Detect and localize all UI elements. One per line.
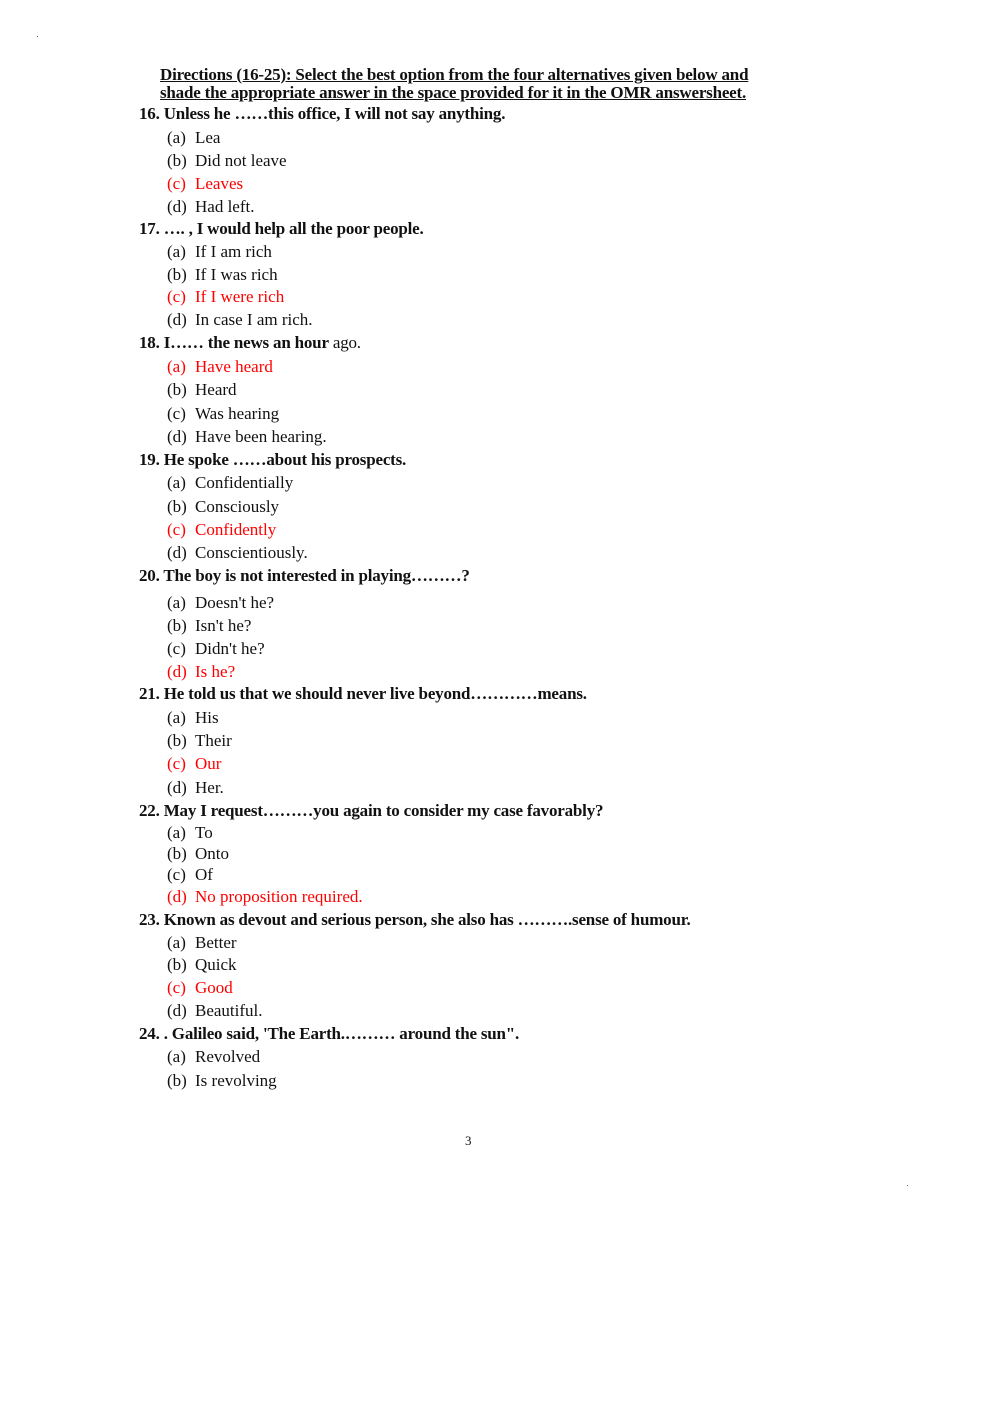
option-text: Beautiful. [195,1001,263,1020]
option [167,128,220,148]
option-text: Onto [195,844,229,863]
option-label: (b) [167,844,187,863]
question-text: He spoke ……about his prospects. [159,450,407,469]
option-label: (b) [167,497,187,516]
option [167,955,237,975]
option-label: (a) [167,1047,186,1066]
option-correct [167,887,363,907]
option-correct [167,978,233,998]
option-text: If I was rich [195,265,278,284]
question-stem [139,801,603,821]
option-label: (c) [167,865,186,884]
option-text: Is revolving [195,1071,277,1090]
question-stem [139,566,470,586]
option [167,708,219,728]
option-text: Conscientiously. [195,543,308,562]
option [167,242,272,262]
option-correct [167,287,284,307]
option-text: His [195,708,219,727]
option-label: (b) [167,616,187,635]
question-stem [139,450,406,470]
option-text: Have heard [195,357,273,376]
option-correct [167,174,243,194]
option [167,265,278,285]
option-text: Consciously [195,497,280,516]
option-correct [167,357,273,377]
option-text: Revolved [195,1047,261,1066]
option [167,823,213,843]
question-number: 23. [139,910,160,929]
option-label: (a) [167,473,186,492]
option [167,1001,263,1021]
option-label: (d) [167,662,187,681]
question-stem [139,104,505,124]
option-label: (b) [167,955,187,974]
question-text: May I request………you again to consider my case favorably? [159,801,604,820]
option-text: Didn't he? [195,639,265,658]
option-text: Of [195,865,213,884]
option [167,197,254,217]
option [167,933,237,953]
option-label: (c) [167,978,186,997]
option-text: Her. [195,778,224,797]
option-text: Have been hearing. [195,427,327,446]
option-text: Quick [195,955,237,974]
option-label: (c) [167,754,186,773]
option [167,844,229,864]
option-text: Lea [195,128,221,147]
question-number: 18. [139,333,160,352]
option [167,404,279,424]
option-text: No proposition required. [195,887,363,906]
question-number: 24. [139,1024,160,1043]
option [167,865,213,885]
question-text: Known as devout and serious person, she also has ……….sense of humour. [159,910,691,929]
option [167,310,313,330]
option-text: Leaves [195,174,244,193]
option-text: Better [195,933,237,952]
option-correct [167,754,221,774]
question-number: 19. [139,450,160,469]
option-text: Confidentially [195,473,294,492]
question-text: The boy is not interested in playing………? [159,566,470,585]
option-label: (a) [167,128,186,147]
option [167,639,265,659]
option [167,380,237,400]
option-label: (c) [167,639,186,658]
question-number: 17. [139,219,160,238]
directions-line-2: shade the appropriate answer in the space provided for it in the OMR answersheet. [160,83,747,102]
option-text: Their [195,731,232,750]
option-label: (a) [167,242,186,261]
question-number: 16. [139,104,160,123]
option [167,497,279,517]
page-number: 3 [465,1133,472,1148]
option-label: (c) [167,287,186,306]
option-label: (d) [167,543,187,562]
question-text: I…… the news an hour [159,333,329,352]
option [167,1071,277,1091]
option-label: (c) [167,404,186,423]
option [167,1047,260,1067]
option-text: Confidently [195,520,277,539]
option-text: If I were rich [195,287,285,306]
question-text: Unless he ……this office, I will not say anything. [159,104,506,123]
question-number: 22. [139,801,160,820]
option-correct [167,662,235,682]
option-label: (a) [167,708,186,727]
option-label: (a) [167,593,186,612]
option-label: (d) [167,427,187,446]
option-text: Doesn't he? [195,593,275,612]
option-label: (c) [167,174,186,193]
question-stem [139,684,587,704]
option [167,151,287,171]
option-text: Isn't he? [195,616,252,635]
option-text: Was hearing [195,404,280,423]
question-stem [139,333,361,353]
question-number: 20. [139,566,160,585]
option-text: Is he? [195,662,236,681]
option-label: (b) [167,731,187,750]
option-label: (b) [167,1071,187,1090]
option-label: (c) [167,520,186,539]
option-text: To [195,823,213,842]
option-text: Our [195,754,222,773]
option-text: Had left. [195,197,255,216]
question-number: 21. [139,684,160,703]
question-text: …. , I would help all the poor people. [159,219,424,238]
option-label: (a) [167,357,186,376]
option-text: Good [195,978,233,997]
option-label: (a) [167,933,186,952]
question-text: He told us that we should never live beyond…………means. [159,684,587,703]
question-stem [139,910,691,930]
option-label: (d) [167,310,187,329]
option-label: (d) [167,778,187,797]
option-label: (b) [167,151,187,170]
question-text: . Galileo said, 'The Earth.……… around the sun". [159,1024,520,1043]
option [167,778,224,798]
option-text: Heard [195,380,237,399]
option-label: (b) [167,265,187,284]
option-label: (d) [167,887,187,906]
option-correct [167,520,276,540]
question-stem [139,219,424,239]
question-text-tail: ago. [328,333,361,352]
option-text: If I am rich [195,242,272,261]
option-label: (d) [167,1001,187,1020]
option-label: (d) [167,197,187,216]
option-text: In case I am rich. [195,310,313,329]
option [167,731,232,751]
option [167,593,274,613]
option-label: (b) [167,380,187,399]
directions-line-1: Directions (16-25): Select the best option from the four alternatives given below and [160,65,749,84]
scan-speck [37,36,38,37]
option [167,616,251,636]
option [167,473,293,493]
question-stem [139,1024,519,1044]
option [167,543,308,563]
option-text: Did not leave [195,151,287,170]
option [167,427,327,447]
scan-speck [907,1185,908,1186]
option-label: (a) [167,823,186,842]
